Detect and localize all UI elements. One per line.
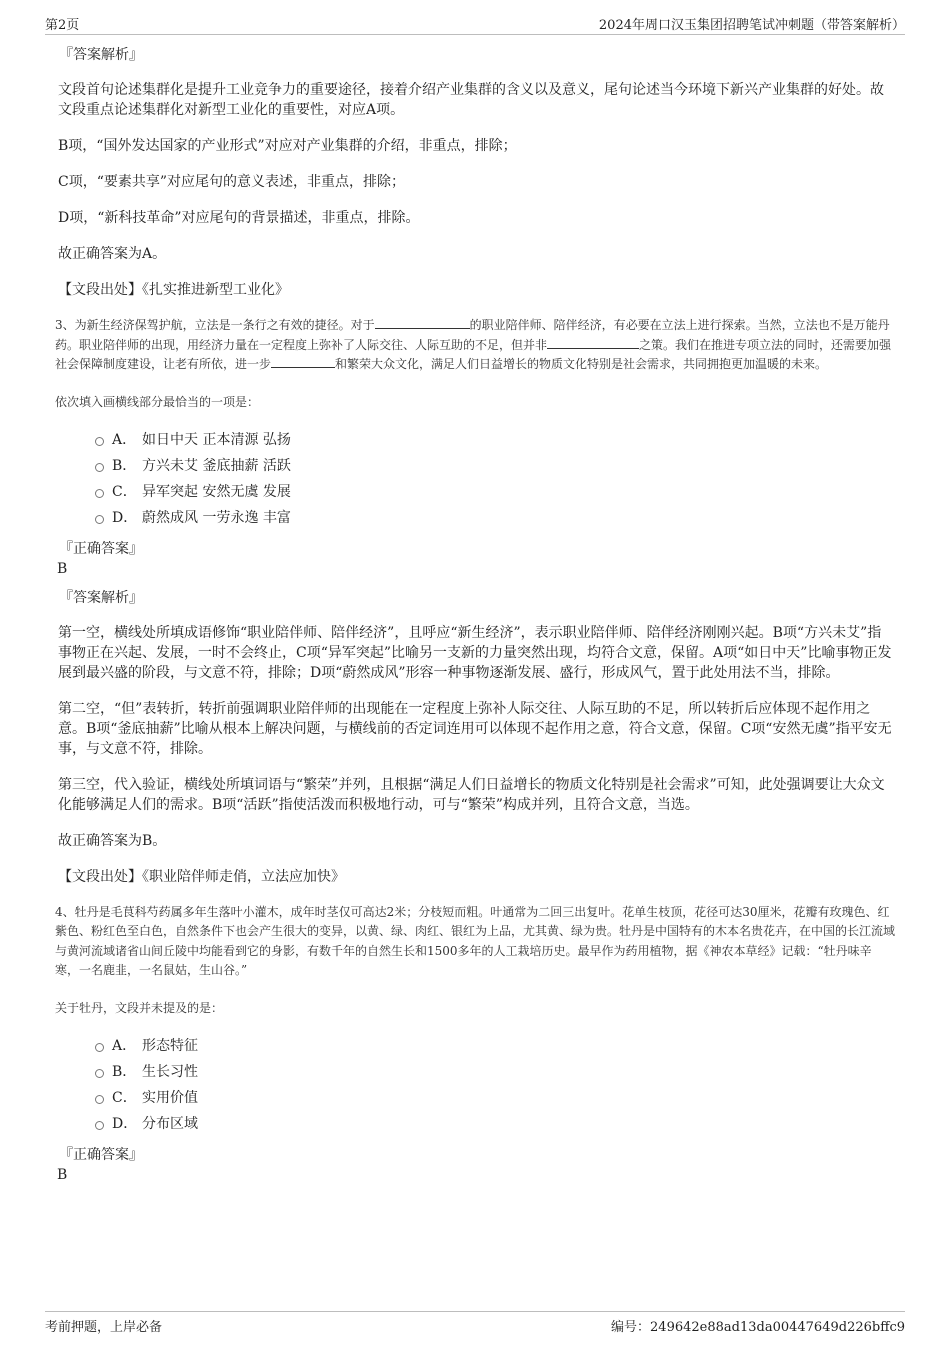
q4-option-a[interactable]: A． 形态特征 — [95, 1033, 895, 1059]
footer-slogan: 考前押题，上岸必备 — [45, 1320, 163, 1335]
q2-analysis-para-1: 文段首句论述集群化是提升工业竞争力的重要途径，接着介绍产业集群的含义以及意义，尾句论述当今环境下新兴产业集群的好处。故文段重点论述集群化对新型工业化的重要性，对应A项。 — [58, 82, 884, 118]
q3-options — [95, 427, 895, 531]
q2-source: 【文段出处】《扎实推进新型工业化》 — [58, 282, 289, 298]
blank-1 — [375, 316, 470, 329]
radio-icon[interactable] — [95, 437, 104, 446]
page-number: 第2页 — [45, 18, 80, 33]
document-code: 编号：249642e88ad13da00447649d226bffc9 — [611, 1320, 905, 1335]
q3-answer: B — [57, 560, 68, 577]
q2-analysis-para-4: D项，“新科技革命”对应尾句的背景描述，非重点，排除。 — [58, 210, 420, 226]
document-body — [55, 44, 895, 1193]
q4-option-d[interactable]: D． 分布区域 — [95, 1111, 895, 1137]
q4-option-c[interactable]: C． 实用价值 — [95, 1085, 895, 1111]
q2-analysis-label: 『答案解析』 — [59, 47, 143, 63]
q3-option-c[interactable]: C． 异军突起 安然无虞 发展 — [95, 479, 895, 505]
q3-conclusion: 故正确答案为B。 — [58, 832, 167, 849]
radio-icon[interactable] — [95, 1043, 104, 1052]
q3-answer-label: 『正确答案』 — [59, 540, 143, 557]
page-footer — [45, 1311, 905, 1334]
q3-analysis-para-1: 第一空，横线处所填成语修饰“职业陪伴师、陪伴经济”，且呼应“新生经济”，表示职业陪伴师、陪伴经济刚刚兴起。B项“方兴未艾”指事物正在兴起、发展，一时不会终止，C项“异军突起”比喻另一支新的力量突然出现，均符合文意，保留。A项“如日中天”比喻事物正发展到最兴盛的阶段，与文意不符，排除；D项“蔚然成风”形容一种事物逐渐发展、盛行，形成风气，置于此处用法不当，排除。 — [58, 624, 892, 681]
q3-analysis-label: 『答案解析』 — [59, 589, 143, 606]
radio-icon[interactable] — [95, 1095, 104, 1104]
q2-conclusion: 故正确答案为A。 — [58, 246, 167, 262]
radio-icon[interactable] — [95, 489, 104, 498]
q4-options — [95, 1033, 895, 1137]
radio-icon[interactable] — [95, 515, 104, 524]
q4-answer: B — [57, 1166, 68, 1183]
radio-icon[interactable] — [95, 1069, 104, 1078]
q3-option-b[interactable]: B． 方兴未艾 釜底抽薪 活跃 — [95, 453, 895, 479]
radio-icon[interactable] — [95, 1121, 104, 1130]
page-header — [45, 12, 905, 35]
q3-stem: 3、为新生经济保驾护航，立法是一条行之有效的捷径。对于 的职业陪伴师、陪伴经济，有必要在立法上进行探索。当然，立法也不是万能丹药。职业陪伴师的出现，用经济力量在一定程度上弥补了人际交往、人际互助的不足，但并非 之策。我们在推进专项立法的同时，还需要加强社会保障制度建设，让老有所依，进一步 和繁荣大众文化，满足人们日益增长的物质文化特别是社会需求，共同拥抱更加温暖的未来。 — [55, 318, 892, 371]
q4-stem: 4、牡丹是毛茛科芍药属多年生落叶小灌木，成年时茎仅可高达2米；分枝短而粗。叶通常为二回三出复叶。花单生枝顶，花径可达30厘米，花瓣有玫瑰色、红紫色、粉红色至白色，自然条件下也会产生很大的变异，以黄、绿、肉红、银红为上品，尤其黄、绿为贵。牡丹是中国特有的木本名贵花卉，在中国的长江流域与黄河流域诸省山间丘陵中均能看到它的身影，有数千年的自然生长和1500多年的人工栽培历史。最早作为药用植物，据《神农本草经》记载：“牡丹味辛寒，一名鹿韭，一名鼠姑，生山谷。” — [55, 904, 896, 977]
q4-option-b[interactable]: B． 生长习性 — [95, 1059, 895, 1085]
blank-3 — [271, 355, 335, 368]
q3-analysis-para-2: 第二空，“但”表转折，转折前强调职业陪伴师的出现能在一定程度上弥补人际交往、人际互助的不足，所以转折后应体现不起作用之意。B项“釜底抽薪”比喻从根本上解决问题，与横线前的否定词连用可以体现不起作用之意，符合文意，保留。C项“安然无虞”指平安无事，与文意不符，排除。 — [58, 700, 892, 757]
q3-option-a[interactable]: A． 如日中天 正本清源 弘扬 — [95, 427, 895, 453]
q3-source: 【文段出处】《职业陪伴师走俏，立法应加快》 — [58, 868, 345, 885]
q3-prompt: 依次填入画横线部分最恰当的一项是： — [55, 394, 260, 409]
q3-option-d[interactable]: D． 蔚然成风 一劳永逸 丰富 — [95, 505, 895, 531]
q2-analysis-para-2: B项，“国外发达国家的产业形式”对应对产业集群的介绍，非重点，排除； — [58, 138, 517, 154]
radio-icon[interactable] — [95, 463, 104, 472]
blank-2 — [547, 336, 639, 349]
q3-analysis-para-3: 第三空，代入验证，横线处所填词语与“繁荣”并列，且根据“满足人们日益增长的物质文化特别是社会需求”可知，此处强调要让大众文化能够满足人们的需求。B项“活跃”指使活泼而积极地行动，可与“繁荣”构成并列，且符合文意，当选。 — [58, 776, 885, 813]
document-title: 2024年周口汉玉集团招聘笔试冲刺题（带答案解析） — [598, 18, 905, 33]
q4-prompt: 关于牡丹，文段并未提及的是： — [55, 1000, 224, 1015]
q2-analysis-para-3: C项，“要素共享”对应尾句的意义表述，非重点，排除； — [58, 174, 406, 190]
q4-answer-label: 『正确答案』 — [59, 1146, 143, 1163]
